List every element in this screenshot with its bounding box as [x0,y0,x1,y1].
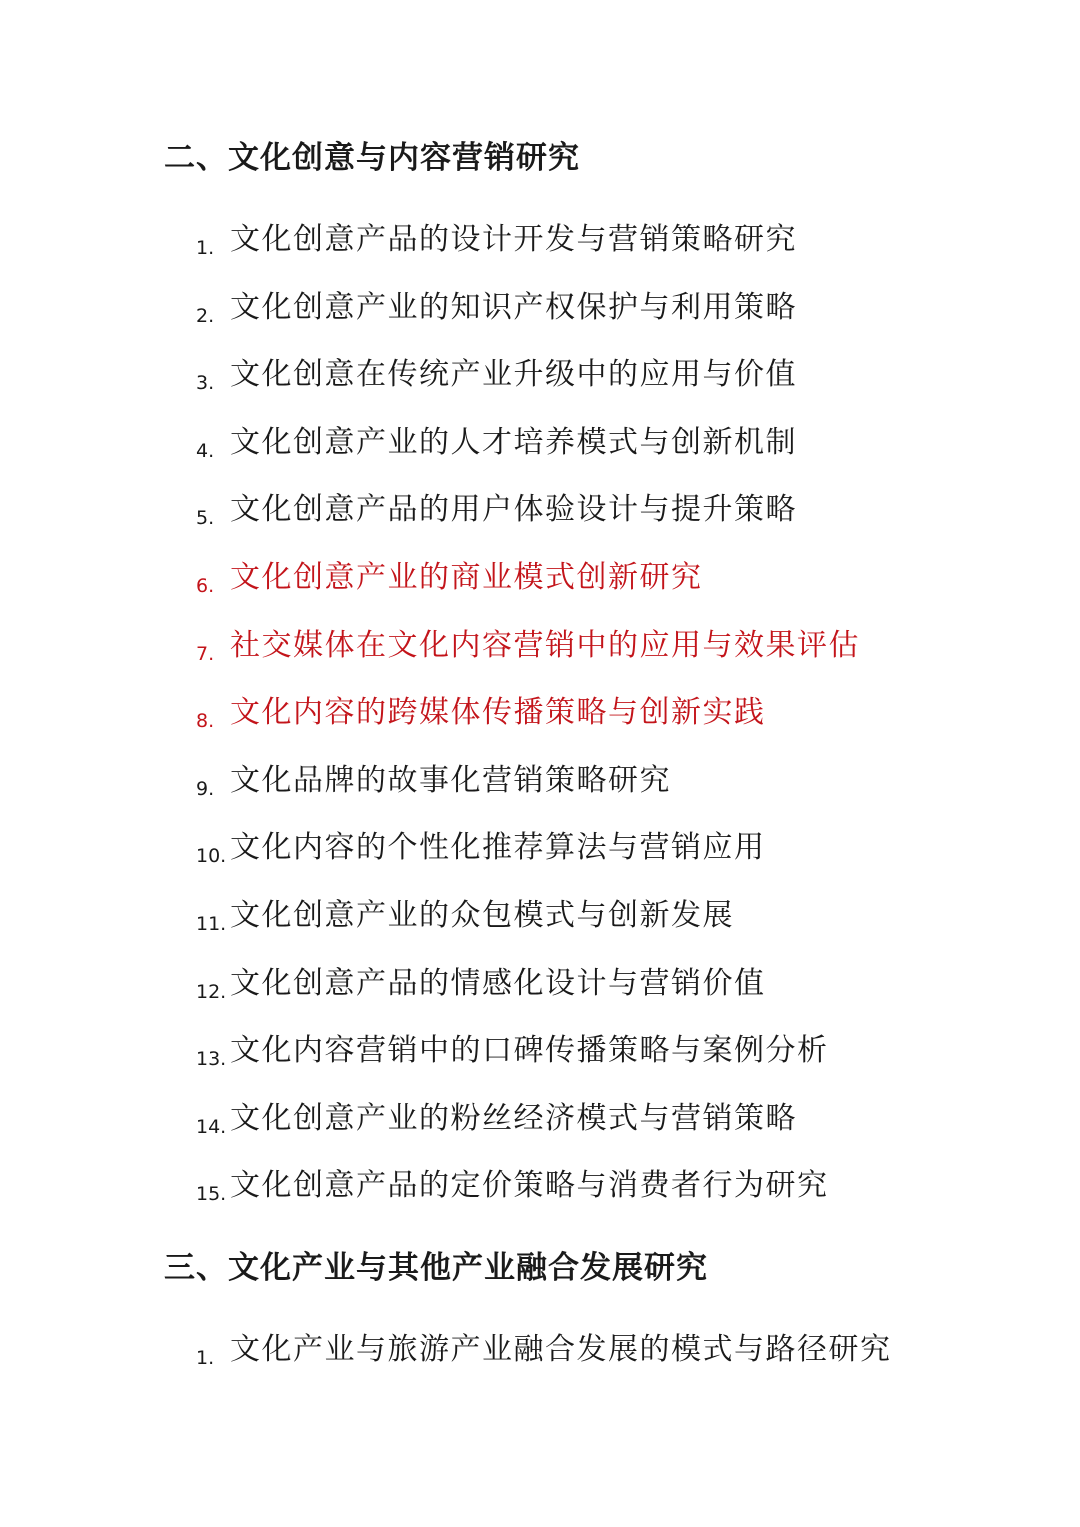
section-heading: 三、文化产业与其他产业融合发展研究 [164,1250,708,1286]
list-item [0,896,1080,964]
item-title: 文化产业与旅游产业融合发展的模式与路径研究 [230,1332,892,1367]
list-item [0,761,1080,829]
list-item [0,490,1080,558]
item-number: 2. [196,304,215,327]
topic-list [0,220,1080,1234]
item-title: 文化创意产业的粉丝经济模式与营销策略 [230,1100,797,1136]
item-title: 文化创意产业的人才培养模式与创新机制 [230,424,797,460]
item-title: 文化创意产品的用户体验设计与提升策略 [230,492,797,528]
item-title: 文化创意产业的商业模式创新研究 [230,559,703,595]
item-number: 3. [196,372,215,395]
list-item [0,1166,1080,1234]
list-item [0,626,1080,694]
list-item [0,220,1080,288]
list-item [0,964,1080,1032]
item-number: 12. [196,980,227,1003]
list-item [0,1031,1080,1099]
list-item [0,288,1080,356]
item-number: 8. [196,710,215,733]
item-number: 5. [196,507,215,530]
item-number: 1. [196,1347,215,1369]
list-item [0,828,1080,896]
section-heading: 二、文化创意与内容营销研究 [164,140,580,176]
item-number: 15. [196,1183,227,1206]
item-number: 13. [196,1048,227,1071]
item-number: 4. [196,439,215,462]
list-item [0,1330,1080,1398]
item-title: 文化创意产品的情感化设计与营销价值 [230,965,766,1001]
item-title: 社交媒体在文化内容营销中的应用与效果评估 [230,627,860,663]
list-item [0,558,1080,626]
item-number: 11. [196,912,227,935]
item-title: 文化内容的跨媒体传播策略与创新实践 [230,695,766,731]
item-title: 文化创意产业的众包模式与创新发展 [230,897,734,933]
list-item [0,1099,1080,1167]
item-title: 文化内容的个性化推荐算法与营销应用 [230,830,766,866]
item-title: 文化创意在传统产业升级中的应用与价值 [230,357,797,393]
item-number: 6. [196,574,215,597]
item-title: 文化创意产业的知识产权保护与利用策略 [230,289,797,325]
topic-list [0,1330,1080,1398]
item-title: 文化创意产品的定价策略与消费者行为研究 [230,1168,829,1204]
item-number: 10. [196,845,227,868]
list-item [0,423,1080,491]
list-item [0,693,1080,761]
item-number: 1. [196,237,215,259]
item-title: 文化创意产品的设计开发与营销策略研究 [230,222,797,257]
item-number: 7. [196,642,215,665]
list-item [0,355,1080,423]
item-number: 14. [196,1115,227,1138]
item-title: 文化内容营销中的口碑传播策略与案例分析 [230,1033,829,1069]
item-number: 9. [196,777,215,800]
item-title: 文化品牌的故事化营销策略研究 [230,762,671,798]
